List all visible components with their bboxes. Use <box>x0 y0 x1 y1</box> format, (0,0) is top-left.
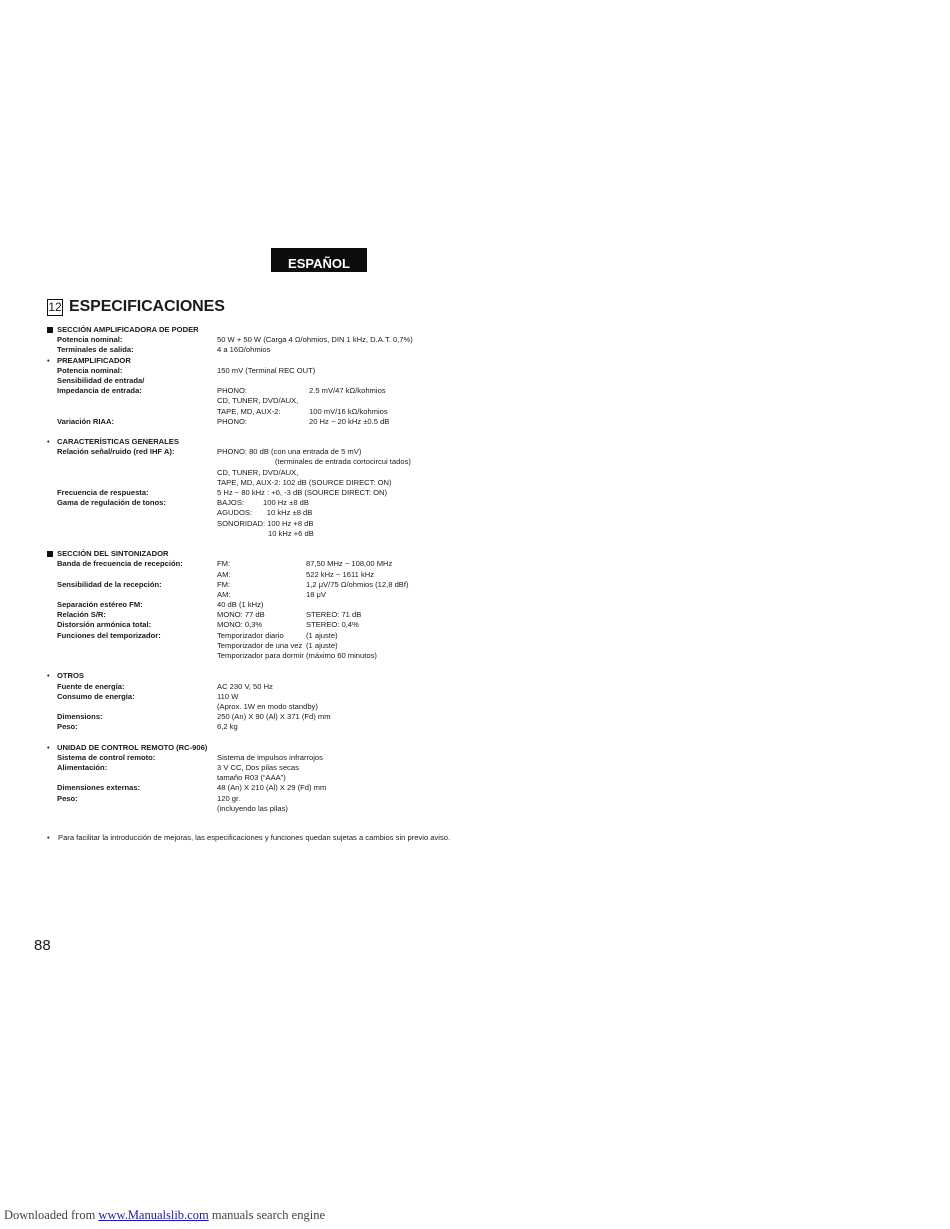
spec-row: Frecuencia de respuesta: 5 Hz ~ 80 kHz : +0, -3 dB (SOURCE DIRECT: ON) <box>57 488 388 497</box>
spacer <box>0 539 950 549</box>
spec-row: Variación RIAA: PHONO: 20 Hz ~ 20 kHz ±0.5 dB <box>57 416 390 426</box>
spacer <box>0 733 950 743</box>
spec-row: AGUDOS: 10 kHz ±8 dB <box>217 508 313 518</box>
specifications-list <box>0 325 950 814</box>
spec-row: Consumo de energía: 110 W <box>57 691 239 701</box>
bullet-icon: • <box>47 355 50 365</box>
spec-row: Dimensions: 250 (An) X 90 (Al) X 371 (Fd) mm <box>57 712 331 722</box>
spec-row: Peso: 6,2 kg <box>57 722 238 732</box>
spec-row: 10 kHz +6 dB <box>268 528 314 538</box>
spec-row: Funciones del temporizador: Temporizador diario (1 ajuste) <box>57 630 338 640</box>
page-number: 88 <box>34 937 51 954</box>
square-bullet-icon <box>47 327 53 333</box>
spec-heading-amplifier: SECCIÓN AMPLIFICADORA DE PODER <box>0 325 950 335</box>
spec-row: Sensibilidad de entrada/ <box>57 375 145 385</box>
footer-suffix: manuals search engine <box>208 1208 325 1222</box>
spec-row: AM: 522 kHz ~ 1611 kHz <box>217 569 375 579</box>
section-title <box>47 298 225 316</box>
spacer <box>0 661 950 671</box>
spec-row: Impedancia de entrada: PHONO: 2.5 mV/47 kΩ/kohmios <box>57 386 386 396</box>
spec-row: TAPE, MD, AUX-2: 102 dB (SOURCE DIRECT: ON) <box>217 477 392 487</box>
spec-row: Potencia nominal: 50 W + 50 W (Carga 4 Ω/ohmios, DIN 1 kHz, D.A.T. 0,7%) <box>57 335 413 345</box>
spec-heading-others: • OTROS <box>47 671 85 681</box>
spec-row: AM: 18 μV <box>217 589 326 599</box>
spec-row: Temporizador para dormir (máximo 60 minutos) <box>217 651 377 660</box>
spec-row: Terminales de salida: 4 a 16Ω/ohmios <box>57 345 271 355</box>
spec-row: CD, TUNER, DVD/AUX, <box>217 467 299 477</box>
spec-row: Distorsión armónica total: MONO: 0,3% STEREO: 0,4% <box>57 620 359 630</box>
download-footer <box>4 1208 325 1223</box>
language-tab-label: ESPAÑOL <box>288 256 350 271</box>
spec-row: Peso: 120 gr. <box>57 793 241 803</box>
spec-heading-preamplifier: • PREAMPLIFICADOR <box>47 355 131 365</box>
spec-row: Gama de regulación de tonos: BAJOS: 100 Hz ±8 dB <box>57 498 309 508</box>
spec-row: CD, TUNER, DVD/AUX, <box>217 396 299 406</box>
section-number: 12 <box>48 300 62 314</box>
spec-heading-remote: • UNIDAD DE CONTROL REMOTO (RC-906) <box>47 742 208 752</box>
spec-row: (terminales de entrada cortocircui tados) <box>275 457 411 467</box>
spec-row: Separación estéreo FM: 40 dB (1 kHz) <box>57 600 264 610</box>
spec-row: Sensibilidad de la recepción: FM: 1,2 μV/75 Ω/ohmios (12,8 dBf) <box>57 579 409 589</box>
footnote-text: Para facilitar la introducción de mejoras, las especificaciones y funciones quedan sujetas a cambios sin previo aviso. <box>58 833 451 842</box>
spec-row: (Aprox. 1W en modo standby) <box>217 701 318 711</box>
language-tab <box>271 248 367 272</box>
spec-heading-general: • CARACTERÍSTICAS GENERALES <box>47 437 179 447</box>
section-title-text: ESPECIFICACIONES <box>69 298 225 315</box>
spec-row: Banda de frecuencia de recepción: FM: 87,50 MHz ~ 108,00 MHz <box>57 559 393 569</box>
spec-row: (incluyendo las pilas) <box>217 803 288 813</box>
square-bullet-icon <box>47 551 53 557</box>
spec-row: Temporizador de una vez (1 ajuste) <box>217 640 338 650</box>
spec-heading-tuner: SECCIÓN DEL SINTONIZADOR <box>0 549 950 559</box>
spec-row: Relación S/R: MONO: 77 dB STEREO: 71 dB <box>57 610 362 620</box>
spec-row: Alimentación: 3 V CC, Dos pilas secas <box>57 763 299 773</box>
footer-prefix: Downloaded from <box>4 1208 99 1222</box>
spec-row: Sistema de control remoto: Sistema de impulsos infrarrojos <box>57 752 323 762</box>
bullet-icon: • <box>47 742 50 752</box>
spec-row: Fuente de energía: AC 230 V, 50 Hz <box>57 681 273 691</box>
spec-row: tamaño R03 (“AAA”) <box>217 773 286 783</box>
manualslib-link[interactable]: www.Manualslib.com <box>98 1208 209 1222</box>
spec-row: Dimensiones externas: 48 (An) X 210 (Al) X 29 (Fd) mm <box>57 783 327 793</box>
bullet-icon: • <box>47 671 50 681</box>
bullet-icon: • <box>47 437 50 447</box>
spec-row: Potencia nominal: 150 mV (Terminal REC OUT) <box>57 365 316 375</box>
spec-row: TAPE, MD, AUX-2: 100 mV/16 kΩ/kohmios <box>217 406 388 416</box>
spacer <box>0 427 950 437</box>
bullet-icon: • <box>47 833 50 842</box>
spec-row: Relación señal/ruido (red IHF A): PHONO: 80 dB (con una entrada de 5 mV) <box>57 447 362 457</box>
spec-row: SONORIDAD: 100 Hz +8 dB <box>217 518 314 528</box>
